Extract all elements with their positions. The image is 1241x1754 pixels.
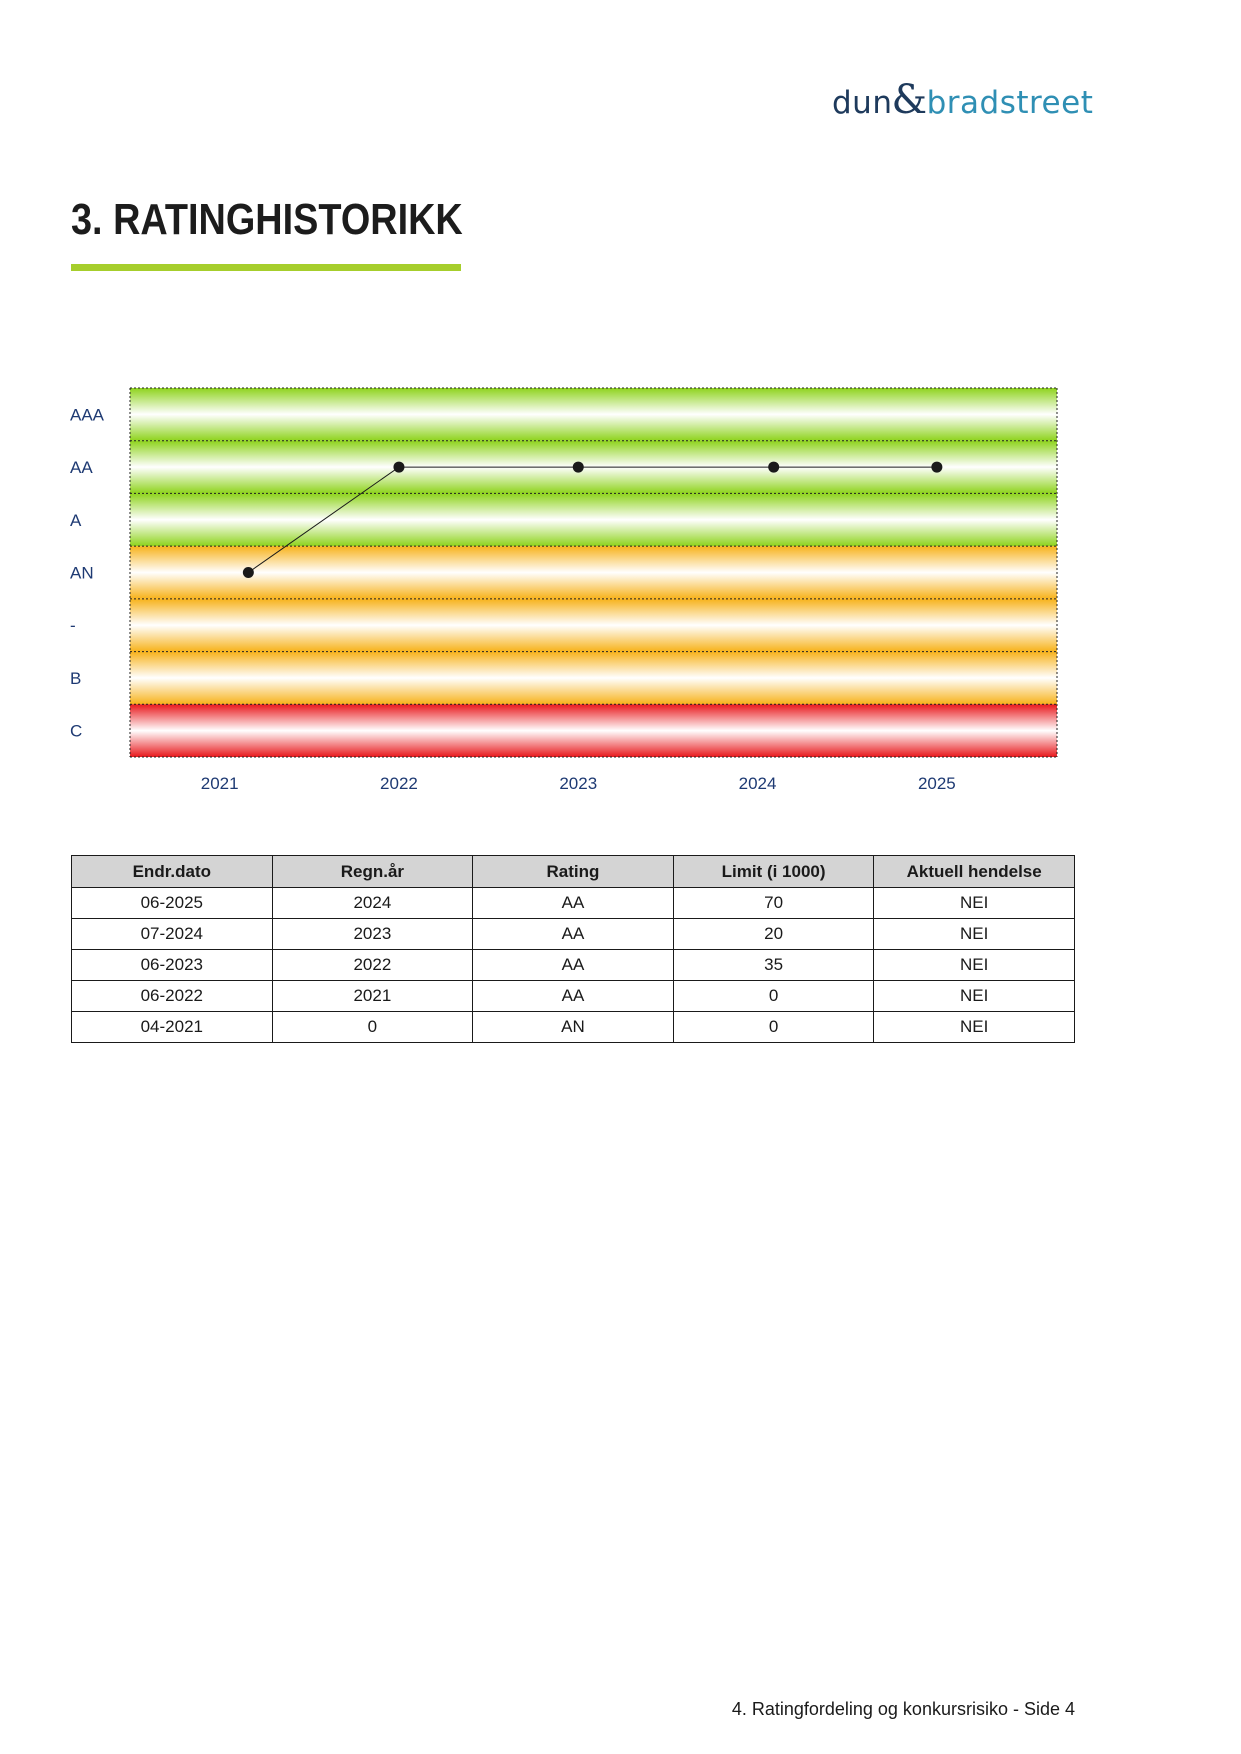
rating-point [931,462,942,473]
header-aktuell-hendelse: Aktuell hendelse [874,856,1075,888]
x-tick-label: 2024 [738,774,777,793]
cell-limit: 70 [673,888,874,919]
cell-aktuell-hendelse: NEI [874,888,1075,919]
rating-band-dash [130,599,1057,652]
y-tick-label: B [70,668,82,688]
y-axis-labels [70,405,105,740]
cell-limit: 0 [673,981,874,1012]
cell-limit: 0 [673,1012,874,1043]
header-rating: Rating [473,856,674,888]
cell-limit: 20 [673,919,874,950]
table-header-row [72,856,1075,888]
y-tick-label: - [70,616,76,636]
rating-point [243,567,254,578]
page-title: 3. RATINGHISTORIKK [71,195,463,244]
table-row [72,1012,1075,1043]
rating-history-chart [0,0,1241,820]
table-row [72,888,1075,919]
cell-regn-ar: 0 [272,1012,473,1043]
logo-word-bradstreet: bradstreet [926,85,1094,121]
rating-band-b [130,652,1057,705]
y-tick-label: AN [70,563,94,583]
cell-rating: AA [473,981,674,1012]
rating-band-a [130,493,1057,546]
cell-aktuell-hendelse: NEI [874,950,1075,981]
y-tick-label: AA [70,458,93,478]
header-regn-ar: Regn.år [272,856,473,888]
logo-ampersand: & [891,77,928,123]
table-row [72,950,1075,981]
cell-regn-ar: 2024 [272,888,473,919]
rating-point [768,462,779,473]
page-footer: 4. Ratingfordeling og konkursrisiko - Side 4 [731,1699,1075,1719]
cell-aktuell-hendelse: NEI [874,1012,1075,1043]
rating-band-aaa [130,388,1057,441]
cell-endr-dato: 07-2024 [72,919,273,950]
cell-aktuell-hendelse: NEI [874,919,1075,950]
cell-regn-ar: 2023 [272,919,473,950]
rating-band-c [130,704,1057,757]
y-tick-label: A [70,510,82,530]
x-axis-labels [201,774,956,793]
cell-rating: AN [473,1012,674,1043]
x-tick-label: 2021 [200,774,239,793]
header-limit: Limit (i 1000) [673,856,874,888]
rating-point [573,462,584,473]
cell-endr-dato: 04-2021 [72,1012,273,1043]
rating-bands [130,388,1057,757]
cell-endr-dato: 06-2023 [72,950,273,981]
table-row [72,981,1075,1012]
logo-word-dun: dun [832,85,893,121]
x-tick-label: 2022 [380,774,418,793]
cell-rating: AA [473,919,674,950]
rating-point [393,462,404,473]
y-tick-label: C [70,721,83,741]
cell-regn-ar: 2021 [272,981,473,1012]
cell-rating: AA [473,950,674,981]
cell-regn-ar: 2022 [272,950,473,981]
x-tick-label: 2025 [917,774,956,793]
header-endr-dato: Endr.dato [72,856,273,888]
rating-band-an [130,546,1057,599]
y-tick-label: AAA [70,405,105,425]
cell-rating: AA [473,888,674,919]
cell-endr-dato: 06-2022 [72,981,273,1012]
cell-aktuell-hendelse: NEI [874,981,1075,1012]
cell-endr-dato: 06-2025 [72,888,273,919]
x-tick-label: 2023 [559,774,598,793]
table-row [72,919,1075,950]
cell-limit: 35 [673,950,874,981]
rating-history-table [71,855,1075,1043]
